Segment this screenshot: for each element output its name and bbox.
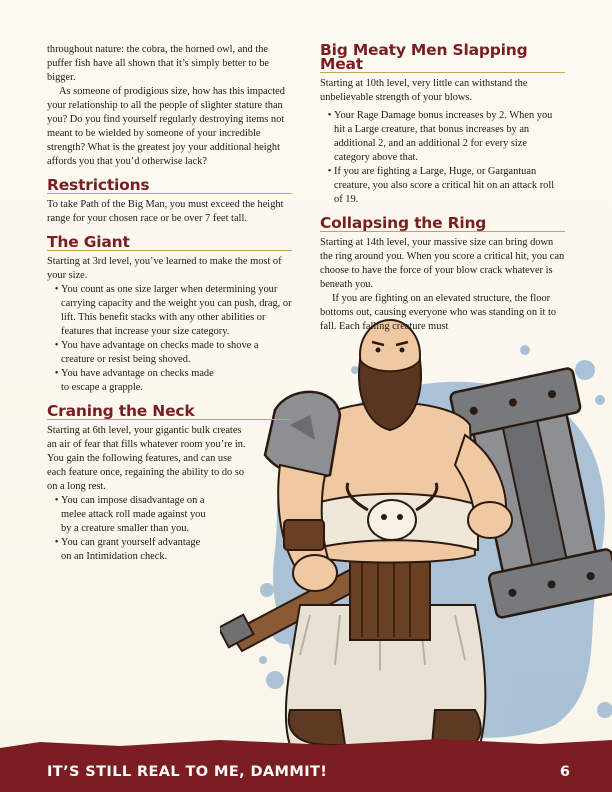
list-item: • You have advantage on checks made to shove a creature or resist being shoved. (61, 339, 292, 367)
section-heading-big-meaty-men: Big Meaty Men Slapping Meat (320, 43, 565, 73)
collapsing-body-continued: If you are fighting on an elevated structure, the floor bottoms out, causing everyone who was standing on it to fall. Each falling creature must (320, 293, 557, 332)
slapping-body: Starting at 10th level, very little can withstand the unbelievable strength of your blows. (320, 78, 528, 103)
page-number: 6 (559, 764, 570, 780)
the-giant-body: Starting at 3rd level, you’ve learned to make the most of your size. (47, 256, 282, 281)
intro-paragraph: throughout nature: the cobra, the horned owl, and the puffer fish have all shown that it’s simply better to be bigger. (47, 44, 270, 83)
section-heading-the-giant: The Giant (47, 235, 292, 251)
list-item: • Your Rage Damage bonus increases by 2. When you hit a Large creature, that bonus increases by an additional 2, and an additional 2 for every size category above that. (334, 109, 565, 165)
footer-title: IT’S STILL REAL TO ME, DAMMIT! (47, 764, 328, 780)
list-item: • You can grant yourself advantage on an Intimidation check. (61, 536, 292, 564)
list-item: • You count as one size larger when determining your carrying capacity and the weight you can push, drag, or lift. This benefit stacks with any other abilities or features that increase your size category. (61, 283, 292, 339)
craning-list (47, 494, 292, 564)
the-giant-list (47, 283, 292, 395)
restrictions-body: To take Path of the Big Man, you must exceed the height range for your chosen race or be over 7 feet tall. (47, 199, 284, 224)
left-column (47, 43, 292, 564)
collapsing-body: Starting at 14th level, your massive size can bring down the ring around you. When you score a critical hit, you can choose to have the force of your blow crack whatever is beneath you. (320, 237, 565, 290)
list-item: • You have advantage on checks made to escape a grapple. (61, 367, 292, 395)
footer-banner (0, 734, 612, 792)
craning-body: Starting at 6th level, your gigantic bulk creates an air of fear that fills whatever room you’re in. You gain the following features, and can use each feature once, regaining the ability to do so on a long rest. (47, 425, 246, 492)
section-heading-restrictions: Restrictions (47, 178, 292, 194)
intro-paragraph-questions: As someone of prodigious size, how has this impacted your relationship to all the people of slighter stature than you? Do you find yourself regularly destroying items not meant to be wielded by someone of your incredible strength? What is the greatest joy your additional height affords you that you’d otherwise lack? (47, 86, 285, 167)
section-heading-collapsing-the-ring: Collapsing the Ring (320, 216, 565, 232)
slapping-list (320, 109, 565, 207)
list-item: • If you are fighting a Large, Huge, or Gargantuan creature, you also score a critical hit on an attack roll of 19. (334, 165, 565, 207)
section-heading-craning-the-neck: Craning the Neck (47, 404, 292, 420)
right-column (320, 43, 565, 334)
list-item: • You can impose disadvantage on a melee attack roll made against you by a creature smaller than you. (61, 494, 292, 536)
